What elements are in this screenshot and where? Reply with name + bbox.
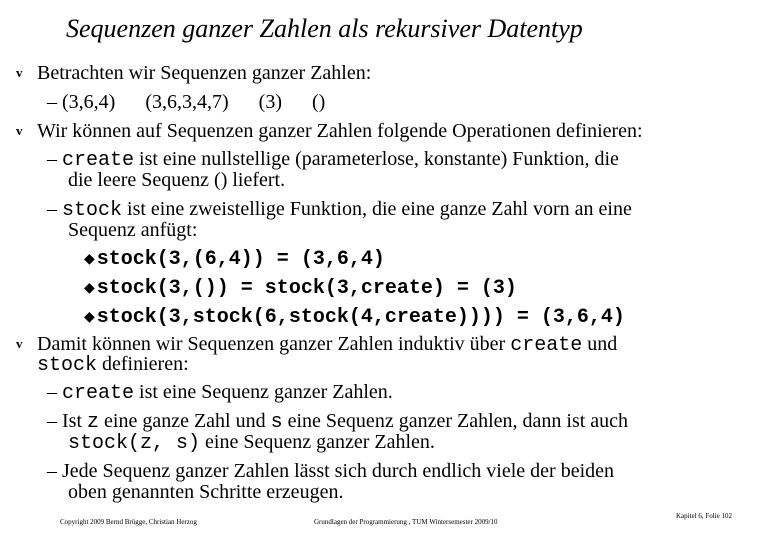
footer-copyright: Copyright 2009 Bernd Brügge, Christian Herzog: [60, 518, 197, 526]
stock-example-2-code: stock(3,()) = stock(3,create) = (3): [96, 277, 517, 300]
slide-title: Sequenzen ganzer Zahlen als rekursiver Datentyp: [66, 14, 583, 43]
footer-course: Grundlagen der Programmierung , TUM Wintersemester 2009/10: [314, 518, 498, 526]
code-create: create: [62, 382, 135, 405]
rule-1: [47, 380, 393, 406]
bullet-1: Betrachten wir Sequenzen ganzer Zahlen:: [37, 62, 372, 84]
diamond-bullet-icon: ◆: [84, 281, 95, 296]
code-stock-zs: stock(z, s): [68, 432, 201, 455]
code-stock: stock: [62, 199, 123, 222]
diamond-bullet-icon: ◆: [84, 252, 95, 267]
v-bullet-icon: v: [16, 65, 23, 80]
bullet-3-text: Damit können wir Sequenzen ganzer Zahlen induktiv über: [37, 333, 511, 355]
example-seq-3: (3): [258, 91, 282, 113]
rule-2-cont: [68, 430, 435, 456]
example-seq-4: (): [311, 91, 326, 113]
stock-example-3-code: stock(3,stock(6,stock(4,create)))) = (3,6,4): [96, 306, 625, 329]
dash: –: [47, 381, 57, 403]
rule-1-text: ist eine Sequenz ganzer Zahlen.: [134, 381, 393, 403]
stock-example-2: [84, 275, 517, 302]
bullet-3-cont: [37, 352, 189, 378]
sub-create-cont: die leere Sequenz () liefert.: [68, 169, 286, 191]
diamond-bullet-icon: ◆: [84, 310, 95, 325]
bullet-2: Wir können auf Sequenzen ganzer Zahlen folgende Operationen definieren:: [37, 120, 643, 142]
rule-3: – Jede Sequenz ganzer Zahlen lässt sich durch endlich viele der beiden: [47, 460, 615, 482]
sub-create-text: ist eine nullstellige (parameterlose, konstante) Funktion, die: [134, 148, 619, 170]
example-seq-2: (3,6,3,4,7): [145, 91, 229, 113]
code-create: create: [510, 334, 583, 357]
stock-example-1-code: stock(3,(6,4)) = (3,6,4): [96, 248, 385, 271]
examples-line: [47, 90, 355, 114]
stock-example-1: [84, 246, 385, 273]
code-s: s: [270, 411, 283, 434]
bullet-3-end: und: [582, 333, 618, 355]
rule-3-cont: oben genannten Schritte erzeugen.: [68, 481, 344, 503]
code-create: create: [62, 149, 135, 172]
footer-slide-number: Kapitel 6, Folie 102: [676, 512, 732, 520]
code-stock: stock: [37, 354, 98, 377]
dash: –: [47, 198, 57, 220]
v-bullet-icon: v: [16, 123, 23, 138]
sub-stock-cont: Sequenz anfügt:: [68, 219, 198, 241]
v-bullet-icon: v: [16, 336, 23, 351]
example-seq-1: – (3,6,4): [47, 91, 116, 113]
sub-stock-text: ist eine zweistellige Funktion, die eine ganze Zahl vorn an eine: [122, 198, 632, 220]
stock-example-3: [84, 304, 625, 331]
rule-2-d: eine Sequenz ganzer Zahlen.: [200, 431, 435, 453]
code-z: z: [87, 411, 100, 434]
rule-2-b: eine ganze Zahl und: [99, 410, 271, 432]
rule-2-a: – Ist: [47, 410, 87, 432]
bullet-3-cont-text: definieren:: [97, 353, 189, 375]
dash: –: [47, 148, 57, 170]
rule-2-c: eine Sequenz ganzer Zahlen, dann ist auch: [282, 410, 629, 432]
